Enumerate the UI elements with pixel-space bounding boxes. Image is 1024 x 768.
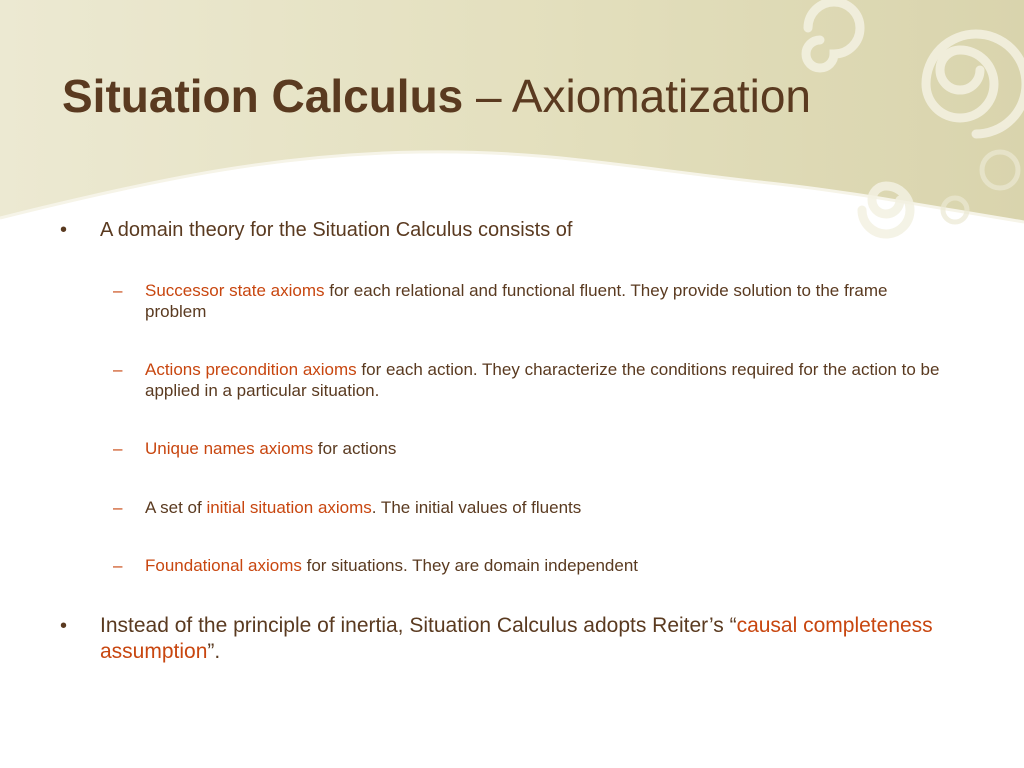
sub-bullet-text: [145, 555, 950, 576]
dash-marker: –: [113, 498, 123, 517]
sub-bullet-pre: A set of: [145, 498, 207, 517]
bullet-text: [100, 613, 940, 665]
sub-bullet-text: [145, 438, 950, 459]
dash-marker: –: [113, 281, 123, 300]
dash-marker: –: [113, 439, 123, 458]
highlight-term: initial situation axioms: [206, 498, 372, 517]
sub-bullet-text: [145, 359, 950, 401]
highlight-term: Successor state axioms: [145, 281, 325, 300]
bullet-rest: ”.: [207, 640, 221, 663]
bullet-marker: •: [60, 219, 68, 241]
dash-marker: –: [113, 360, 123, 379]
bullet-marker: •: [60, 615, 68, 637]
bullet-pre: Instead of the principle of inertia, Situation Calculus adopts Reiter’s “: [100, 614, 737, 637]
highlight-term: causal completeness assumption: [100, 614, 933, 663]
sub-bullet-rest: for situations. They are domain independent: [301, 556, 638, 575]
title-rest: – Axiomatization: [463, 70, 812, 122]
highlight-term: Foundational axioms: [145, 556, 302, 575]
title-bold: Situation Calculus: [62, 70, 464, 122]
sub-bullet-text: [145, 497, 950, 518]
bullet-text: A domain theory for the Situation Calculus consists of: [100, 219, 573, 241]
sub-bullet-text: [145, 280, 950, 322]
dash-marker: –: [113, 556, 123, 575]
highlight-term: Unique names axioms: [145, 439, 314, 458]
highlight-term: Actions precondition axioms: [145, 360, 357, 379]
sub-bullet-rest: for actions: [313, 439, 397, 458]
sub-bullet-rest: for each relational and functional fluent. They provide solution to the frame problem: [145, 281, 888, 321]
sub-bullet-rest: for each action. They characterize the conditions required for the action to be applied in a particular situation.: [145, 360, 940, 400]
sub-bullet-rest: . The initial values of fluents: [371, 498, 582, 517]
